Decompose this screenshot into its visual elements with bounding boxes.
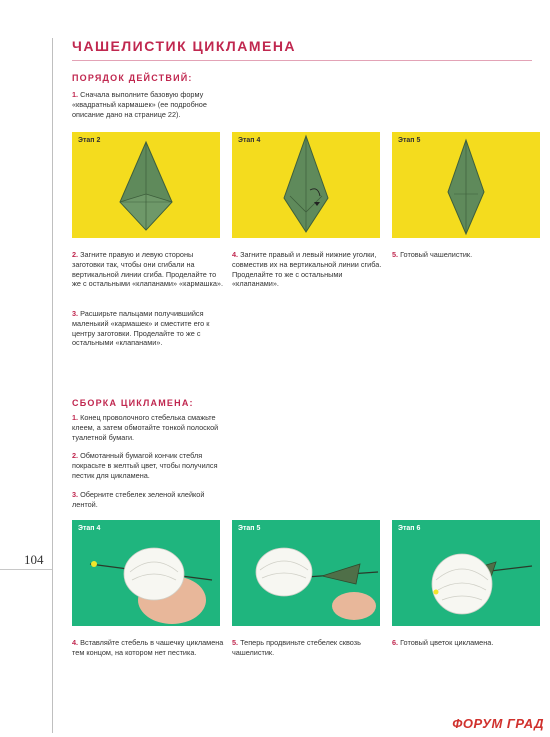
stage-label: Этап 2	[78, 137, 101, 144]
step-number: 2.	[72, 451, 79, 460]
assembly-step-4	[72, 638, 224, 658]
page-number: 104	[24, 552, 44, 567]
step-number: 4.	[232, 250, 239, 259]
stage-label: Этап 4	[78, 525, 101, 532]
step-text: Расширьте пальцами получившийся маленький «кармашек» и сместите его к центру заготовки. Проделайте то же с остальными «клапанами».	[72, 309, 210, 348]
stage-label: Этап 5	[398, 137, 421, 144]
photo-panel-stage-2	[72, 132, 220, 238]
step-number: 3.	[72, 309, 79, 318]
folded-kite-illustration	[72, 132, 220, 238]
assembly-step-2	[72, 451, 224, 480]
step-text: Загните правый и левый нижние уголки, совместив их на вертикальной линии сгиба. Проделайте то же с остальными «клапанами».	[232, 250, 382, 289]
finished-cyclamen-illustration	[392, 520, 540, 626]
step-text: Готовый цветок цикламена.	[400, 638, 494, 647]
step-number: 5.	[232, 638, 239, 647]
step-text: Обмотанный бумагой кончик стебля покрасьте в желтый цвет, чтобы получился пестик для цикламена.	[72, 451, 218, 480]
forum-watermark: ФОРУМ ГРАД	[452, 716, 544, 731]
procedure-step-2	[72, 250, 224, 289]
assembly-step-5	[232, 638, 382, 658]
assembly-step-1	[72, 413, 224, 442]
photo-panel-assembly-stage-5	[232, 520, 380, 626]
page-title: ЧАШЕЛИСТИК ЦИКЛАМЕНА	[72, 38, 297, 54]
photo-panel-stage-5	[392, 132, 540, 238]
flower-with-stem-illustration	[72, 520, 220, 626]
finished-sepal-illustration	[392, 132, 540, 238]
folded-kite-illustration	[232, 132, 380, 238]
photo-panel-assembly-stage-6	[392, 520, 540, 626]
step-number: 1.	[72, 90, 79, 99]
step-number: 5.	[392, 250, 399, 259]
margin-vertical-rule	[52, 38, 53, 733]
stage-label: Этап 5	[238, 525, 261, 532]
section-heading-procedure: ПОРЯДОК ДЕЙСТВИЙ:	[72, 73, 193, 83]
page-number-rule	[0, 569, 52, 570]
step-number: 4.	[72, 638, 79, 647]
step-text: Сначала выполните базовую форму «квадратный кармашек» (ее подробное описание дано на странице 22).	[72, 90, 207, 119]
step-text: Загните правую и левую стороны заготовки так, чтобы они сгибали на вертикальной линии сгиба. Проделайте то же с остальными «клапанами» «кармашка».	[72, 250, 223, 289]
step-number: 1.	[72, 413, 79, 422]
photo-panel-assembly-stage-4	[72, 520, 220, 626]
step-number: 3.	[72, 490, 79, 499]
step-text: Готовый чашелистик.	[400, 250, 473, 259]
step-text: Оберните стебелек зеленой клейкой лентой.	[72, 490, 205, 509]
assembly-step-6	[392, 638, 540, 648]
assembly-step-3	[72, 490, 222, 510]
step-text: Конец проволочного стебелька смажьте клеем, а затем обмотайте тонкой полоской туалетной бумаги.	[72, 413, 219, 442]
procedure-step-3	[72, 309, 222, 348]
title-underline	[72, 60, 532, 61]
photo-panel-stage-4	[232, 132, 380, 238]
section-heading-assembly: СБОРКА ЦИКЛАМЕНА:	[72, 398, 194, 408]
step-text: Вставляйте стебель в чашечку цикламена тем концом, на котором нет пестика.	[72, 638, 224, 657]
stage-label: Этап 6	[398, 525, 421, 532]
flower-through-sepal-illustration	[232, 520, 380, 626]
procedure-step-5	[392, 250, 540, 260]
step-text: Теперь продвиньте стебелек сквозь чашелистик.	[232, 638, 361, 657]
step-number: 6.	[392, 638, 399, 647]
stage-label: Этап 4	[238, 137, 261, 144]
step-number: 2.	[72, 250, 79, 259]
procedure-step-1	[72, 90, 222, 119]
procedure-step-4	[232, 250, 384, 289]
